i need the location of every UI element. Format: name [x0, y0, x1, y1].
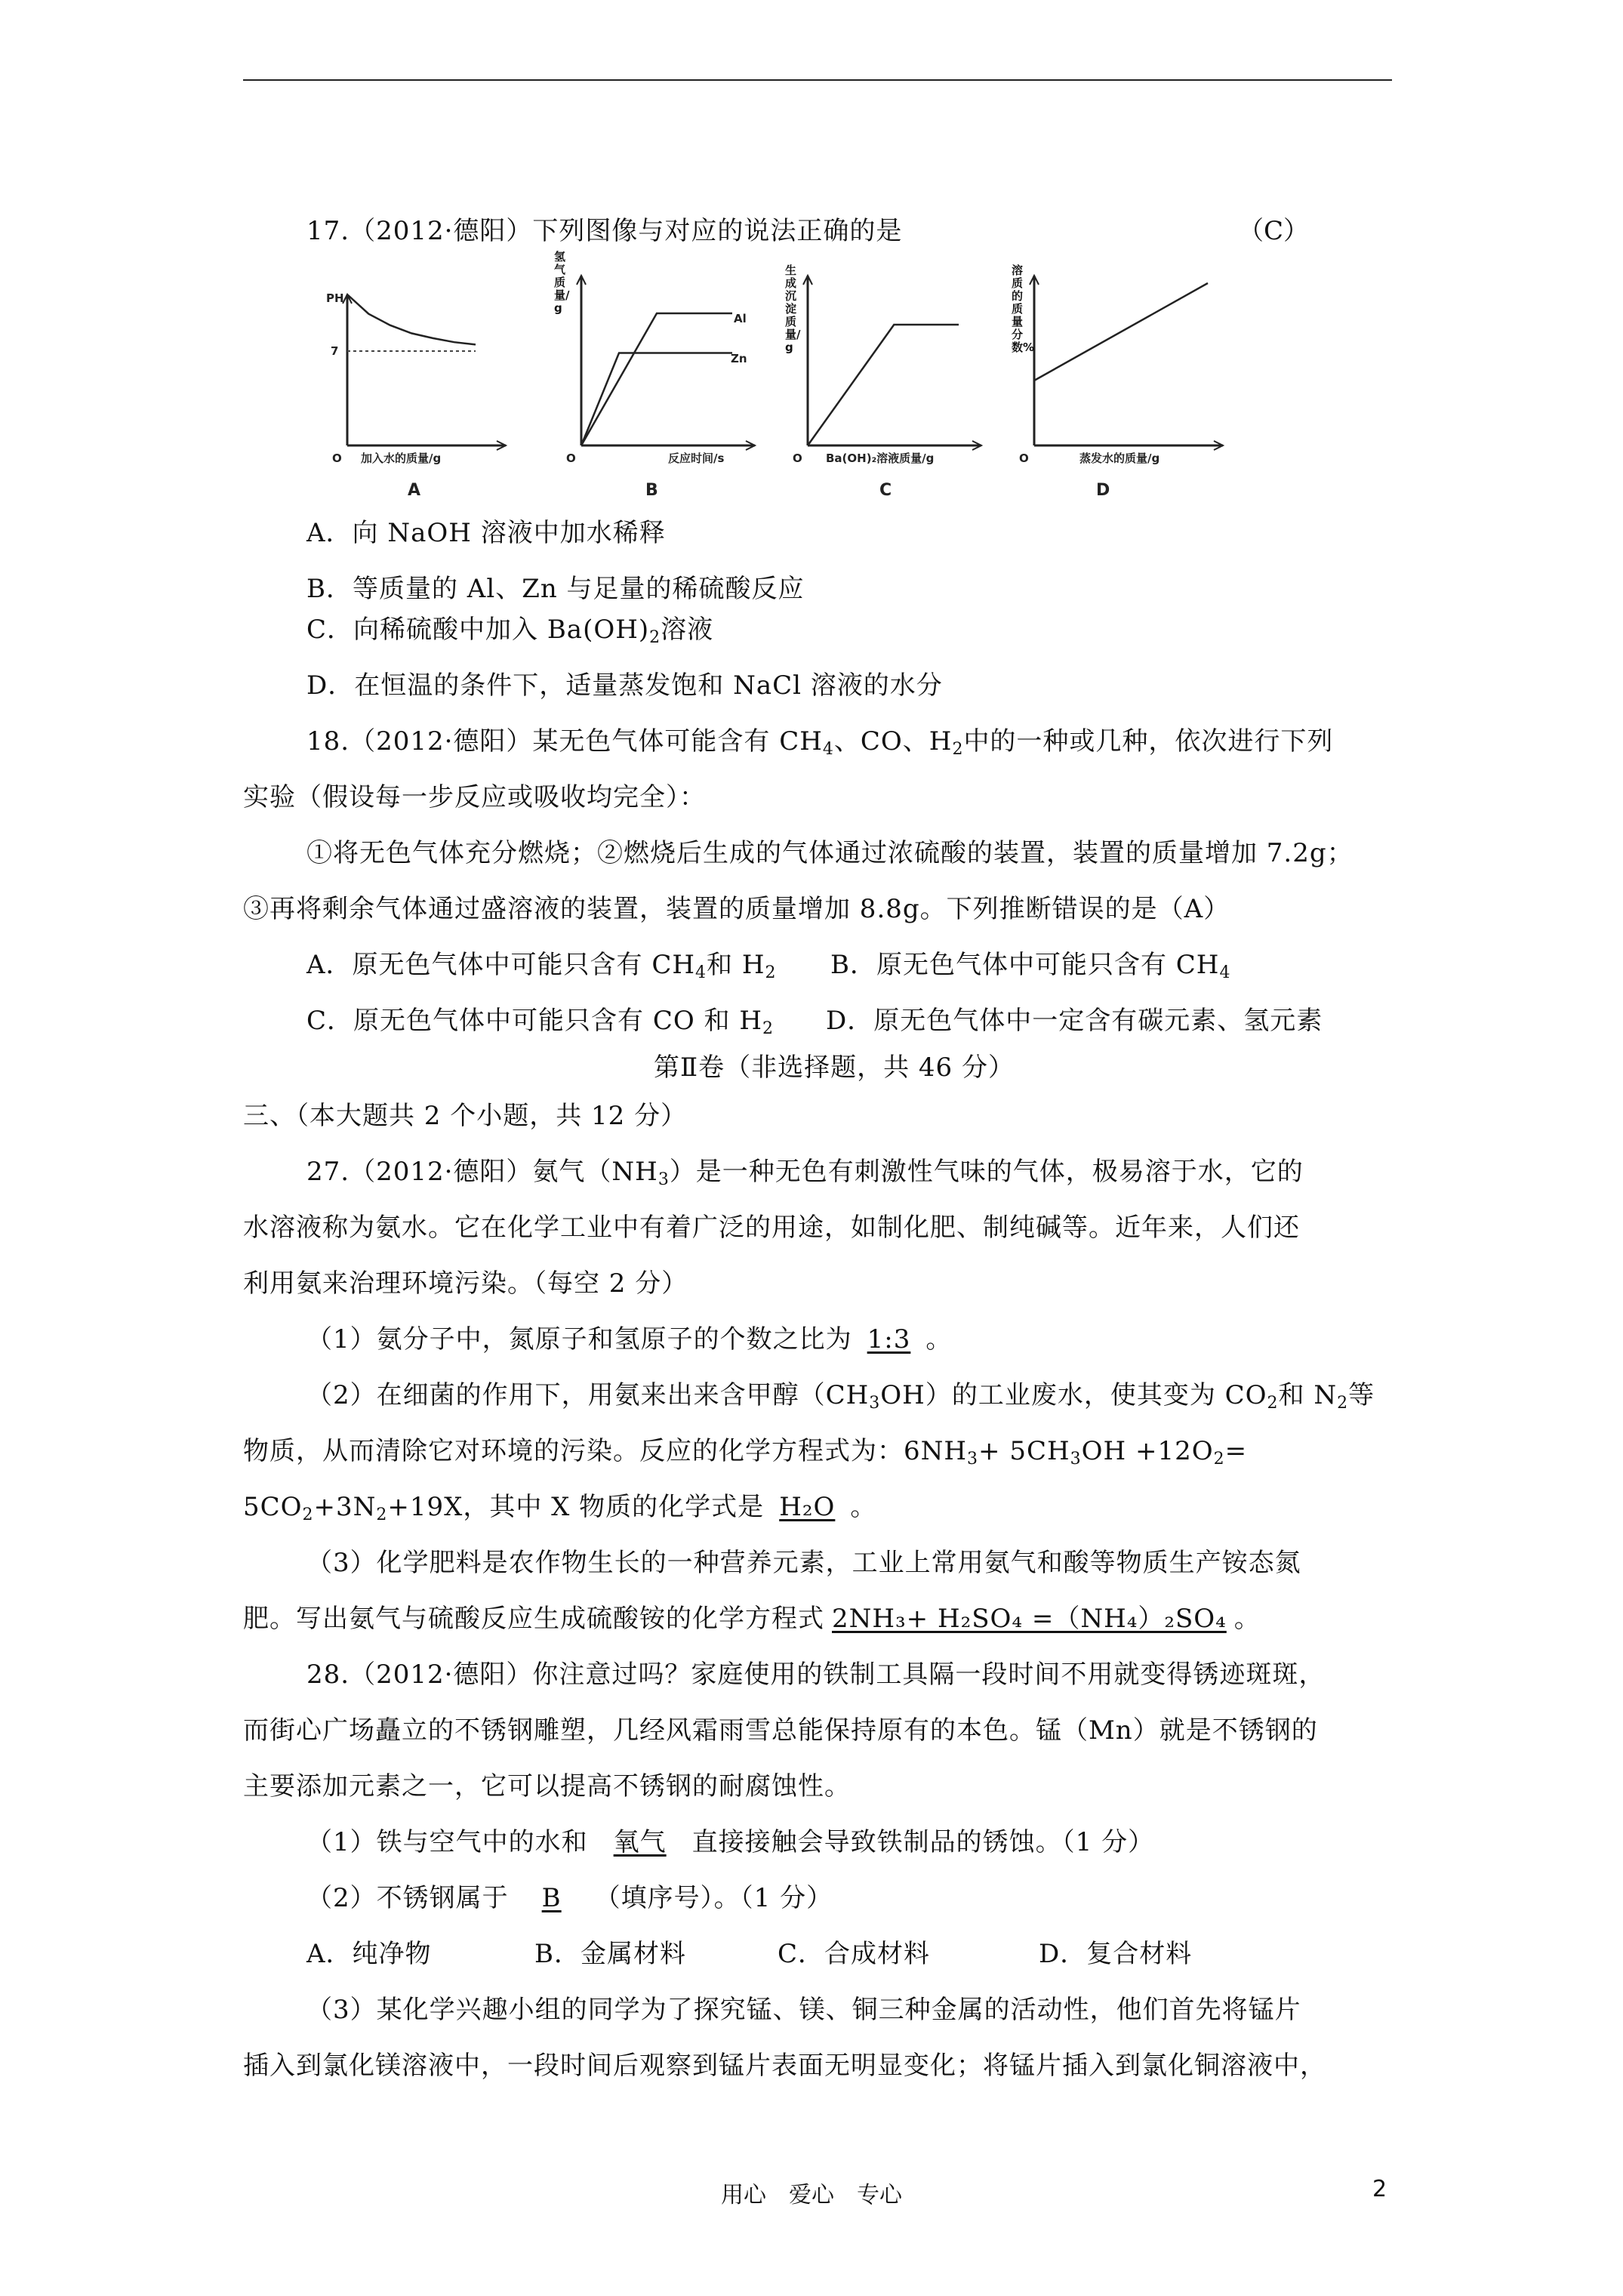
- q28-option-a: A．纯净物: [306, 1939, 432, 1969]
- q27-text: 和 N: [1278, 1380, 1338, 1410]
- q17-option-c-text2: 溶液: [661, 615, 714, 645]
- chart-a-curve: [347, 294, 476, 344]
- q17-option-b: B．等质量的 Al、Zn 与足量的稀硫酸反应: [306, 574, 805, 604]
- q18-sub: 4: [1219, 963, 1231, 982]
- q18-option-c: [306, 1004, 774, 1037]
- q28-line1: 28.（2012·德阳）你注意过吗？家庭使用的铁制工具隔一段时间不用就变得锈迹斑斑，: [306, 1660, 1326, 1690]
- q27-part2-line3: [243, 1490, 876, 1524]
- q18-sub: 2: [765, 963, 777, 982]
- q27-text: （2）在细菌的作用下，用氨来出来含甲醇（CH: [306, 1380, 870, 1410]
- q17-option-c-text: C．向稀硫酸中加入 Ba(OH): [306, 615, 650, 645]
- q27-text: OH）的工业废水，使其变为 CO: [880, 1380, 1267, 1410]
- q27-answer-3: 2NH₃+ H₂SO₄ =（NH₄）₂SO₄: [832, 1604, 1227, 1634]
- chart-c-line: [808, 325, 959, 445]
- q28-text: 直接接触会导致铁制品的锈蚀。（1 分）: [691, 1827, 1155, 1857]
- section-vol2: 第Ⅱ卷（非选择题，共 46 分）: [654, 1052, 1015, 1083]
- q27-part2-line1: [306, 1379, 1375, 1412]
- chart-b-legend-al: Al: [734, 312, 747, 325]
- q27-part3-line1: （3）化学肥料是农作物生长的一种营养元素，工业上常用氨气和酸等物质生产铵态氮: [306, 1548, 1301, 1578]
- q27-sub: 2: [1267, 1394, 1279, 1413]
- chart-b-label: B: [645, 481, 658, 500]
- q27-text: ）是一种无色有刺激性气味的气体，极易溶于水，它的: [669, 1157, 1304, 1187]
- q27-sub: 3: [658, 1170, 670, 1189]
- chart-b-line-al: [581, 313, 732, 445]
- q17-answer: （C）: [1238, 216, 1310, 246]
- chart-a-ytick: 7: [331, 344, 339, 358]
- q18-stem-line4: ③再将剩余气体通过盛溶液的装置，装置的质量增加 8.8g。下列推断错误的是（A）: [243, 894, 1230, 924]
- q28-line3: 主要添加元素之一，它可以提高不锈钢的耐腐蚀性。: [243, 1771, 851, 1801]
- q28-line2: 而街心广场矗立的不锈钢雕塑，几经风霜雨雪总能保持原有的本色。锰（Mn）就是不锈钢的: [243, 1715, 1318, 1746]
- q18-sub: 4: [695, 963, 707, 982]
- q27-part1: [306, 1323, 952, 1356]
- chart-a-ylabel: PH: [326, 291, 344, 305]
- chart-b-ylabel: 氢气质量/g: [554, 250, 570, 315]
- chart-b-legend-zn: Zn: [731, 352, 747, 365]
- q27-sub: 3: [1070, 1450, 1082, 1469]
- q27-text: =: [1224, 1436, 1248, 1466]
- q18-text: 、CO、H: [833, 726, 953, 757]
- chart-c-label: C: [879, 481, 892, 500]
- q27-sub: 2: [302, 1505, 314, 1524]
- q18-sub: 4: [822, 740, 834, 759]
- q27-text: 。: [925, 1324, 953, 1354]
- q28-text: （1）铁与空气中的水和: [306, 1827, 588, 1857]
- q18-stem-line2: 实验（假设每一步反应或吸收均完全）：: [243, 782, 706, 812]
- chart-c-ylabel: 生成沉淀质量/g: [785, 264, 801, 354]
- q28-text: （填序号）。（1 分）: [594, 1883, 833, 1913]
- q27-sub: 2: [1337, 1394, 1349, 1413]
- q27-text: 。: [850, 1492, 877, 1522]
- q28-answer-1: 氧气: [613, 1827, 667, 1857]
- q17-option-d: D．在恒温的条件下，适量蒸发饱和 NaCl 溶液的水分: [306, 670, 943, 701]
- q27-line1: [306, 1155, 1304, 1188]
- q27-line2: 水溶液称为氨水。它在化学工业中有着广泛的用途，如制化肥、制纯碱等。近年来，人们还: [243, 1213, 1300, 1243]
- chart-d-ylabel: 溶质的质量分数%: [1012, 264, 1035, 354]
- chart-d-line: [1034, 283, 1208, 381]
- q27-part2-line2: [243, 1435, 1247, 1468]
- q18-text: B．原无色气体中可能只含有 CH: [830, 950, 1220, 980]
- q27-text: 物质，从而清除它对环境的污染。反应的化学方程式为：6NH: [243, 1436, 968, 1466]
- chart-d-label: D: [1096, 481, 1110, 500]
- q28-option-b: B．金属材料: [534, 1939, 686, 1969]
- page-number: 2: [1372, 2176, 1387, 2202]
- chart-d-origin: O: [1019, 451, 1029, 465]
- q27-sub: 2: [376, 1505, 388, 1524]
- header-rule: [243, 79, 1392, 81]
- q27-answer-2: H₂O: [779, 1492, 836, 1522]
- q27-text: 5CO: [243, 1492, 303, 1522]
- q18-sub: 2: [952, 740, 964, 759]
- chart-a-label: A: [408, 481, 421, 500]
- q18-sub: 2: [762, 1019, 774, 1038]
- chart-d: [996, 242, 1238, 509]
- q27-text: （1）氨分子中，氮原子和氢原子的个数之比为: [306, 1324, 852, 1354]
- q27-text: OH +12O: [1081, 1436, 1214, 1466]
- q27-text: +19X，其中 X 物质的化学式是: [387, 1492, 765, 1522]
- chart-a-xlabel: 加入水的质量/g: [361, 451, 442, 465]
- q28-answer-2: B: [541, 1883, 562, 1913]
- q28-option-c: C．合成材料: [778, 1939, 931, 1969]
- q18-text: 18.（2012·德阳）某无色气体可能含有 CH: [306, 726, 823, 757]
- q18-text: C．原无色气体中可能只含有 CO 和 H: [306, 1006, 762, 1036]
- footer-motto: 用心 爱心 专心: [721, 2182, 902, 2208]
- q27-sub: 3: [869, 1394, 881, 1413]
- q27-sub: 3: [967, 1450, 979, 1469]
- chart-a: [317, 272, 513, 509]
- q27-text: 27.（2012·德阳）氨气（NH: [306, 1157, 658, 1187]
- q17-option-a: A．向 NaOH 溶液中加水稀释: [306, 518, 666, 548]
- chart-d-xlabel: 蒸发水的质量/g: [1079, 451, 1160, 465]
- q17-option-c-sub: 2: [649, 628, 661, 647]
- q28-text: （2）不锈钢属于: [306, 1883, 509, 1913]
- chart-b-xlabel: 反应时间/s: [668, 451, 725, 465]
- chart-b-origin: O: [566, 451, 576, 465]
- q27-line3: 利用氨来治理环境污染。（每空 2 分）: [243, 1268, 688, 1299]
- q27-text: +3N: [313, 1492, 377, 1522]
- chart-a-origin: O: [332, 451, 342, 465]
- q27-text: + 5CH: [978, 1436, 1070, 1466]
- q28-part3-line1: （3）某化学兴趣小组的同学为了探究锰、镁、铜三种金属的活动性，他们首先将锰片: [306, 1995, 1301, 2025]
- chart-c-origin: O: [793, 451, 802, 465]
- q18-text: 和 H: [707, 950, 765, 980]
- q27-answer-1: 1:3: [867, 1324, 911, 1354]
- section-part3: 三、（本大题共 2 个小题，共 12 分）: [243, 1101, 688, 1131]
- q27-sub: 2: [1213, 1450, 1225, 1469]
- q28-part3-line2: 插入到氯化镁溶液中，一段时间后观察到锰片表面无明显变化；将锰片插入到氯化铜溶液中，: [243, 2051, 1326, 2081]
- q18-option-a: [306, 948, 777, 982]
- q27-part3-line2: [243, 1602, 1261, 1635]
- q18-stem-line1: [306, 725, 1333, 758]
- q18-option-b: [830, 948, 1230, 982]
- chart-b: [544, 242, 770, 509]
- q28-part2: [306, 1881, 833, 1915]
- chart-b-line-zn: [581, 353, 732, 446]
- q27-text: 。: [1233, 1604, 1261, 1634]
- q18-option-d: D．原无色气体中一定含有碳元素、氢元素: [826, 1006, 1323, 1036]
- q18-stem-line3: ①将无色气体充分燃烧；②燃烧后生成的气体通过浓硫酸的装置，装置的质量增加 7.2g；: [306, 838, 1354, 868]
- chart-c: [770, 242, 996, 509]
- q17-option-c: [306, 613, 713, 646]
- q28-option-d: D．复合材料: [1039, 1939, 1193, 1969]
- q28-part1: [306, 1826, 1154, 1859]
- q27-text: 肥。写出氨气与硫酸反应生成硫酸铵的化学方程式: [243, 1604, 824, 1634]
- chart-c-xlabel: Ba(OH)₂溶液质量/g: [826, 451, 935, 465]
- q17-stem: 17.（2012·德阳）下列图像与对应的说法正确的是: [306, 216, 903, 246]
- q18-text: 中的一种或几种，依次进行下列: [963, 726, 1334, 757]
- q18-text: A．原无色气体中可能只含有 CH: [306, 950, 696, 980]
- q27-text: 等: [1348, 1380, 1375, 1410]
